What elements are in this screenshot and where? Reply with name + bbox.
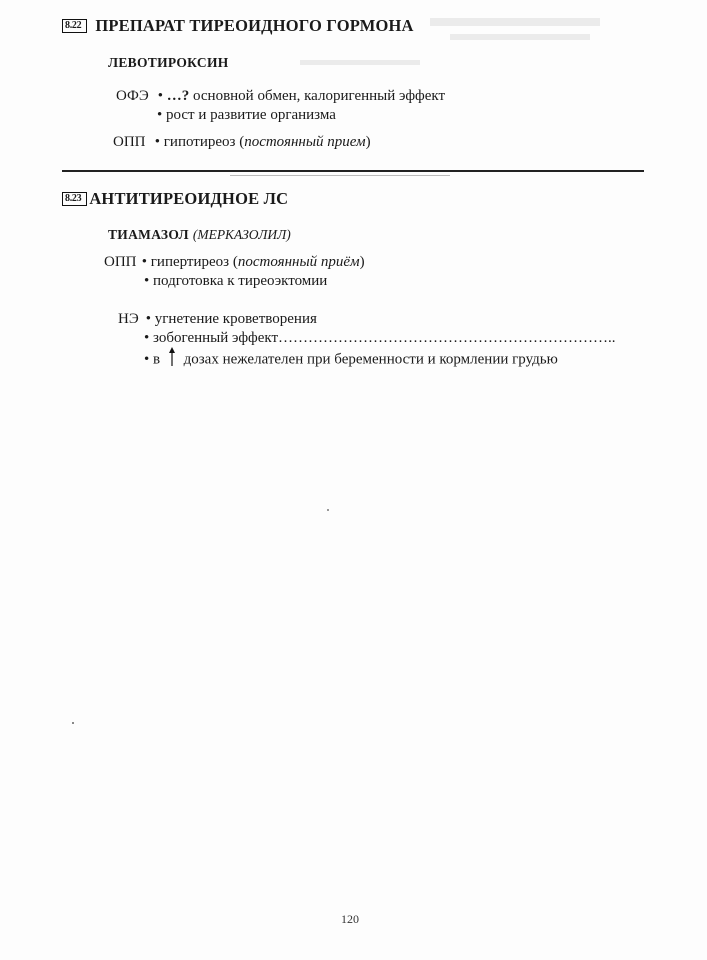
section-822-heading — [62, 16, 414, 36]
drug-name: ТИАМАЗОЛ — [108, 227, 189, 242]
bleed-through-mark — [300, 60, 420, 65]
scan-speck — [327, 509, 329, 511]
opp-item-text: гипотиреоз ( — [163, 134, 245, 150]
ne-item-3-pre: в — [153, 351, 161, 368]
ofe-item-1: основной обмен, калоригенный эффект — [193, 88, 446, 104]
ne-item-2: зобогенный эффект………………………………………………………….. — [153, 330, 616, 346]
drug-name: ЛЕВОТИРОКСИН — [108, 55, 229, 70]
opp-line-2 — [144, 272, 327, 291]
scan-speck — [72, 722, 74, 724]
page-number: 120 — [341, 912, 359, 926]
section-title: ПРЕПАРАТ ТИРЕОИДНОГО ГОРМОНА — [95, 16, 414, 35]
section-divider — [62, 170, 644, 172]
opp-item-2: подготовка к тиреоэктомии — [153, 273, 328, 289]
ne-line-3 — [144, 347, 558, 373]
drug-line — [108, 226, 291, 244]
section-title: АНТИТИРЕОИДНОЕ ЛС — [89, 189, 289, 208]
bleed-through-mark — [450, 34, 590, 40]
opp-item-italic: постоянный приём — [237, 254, 360, 270]
ofe-line-2 — [157, 106, 336, 125]
opp-item-italic: постоянный прием — [244, 134, 366, 150]
ne-label: НЭ — [118, 311, 139, 327]
bleed-through-mark — [430, 18, 600, 26]
bullet: • — [144, 273, 150, 289]
blank-placeholder: …? — [166, 88, 190, 104]
ne-line-1 — [118, 310, 317, 329]
up-arrow-icon — [168, 347, 176, 373]
section-number: 8.22 — [62, 19, 87, 33]
bullet: • — [145, 311, 152, 327]
ofe-line-1 — [116, 87, 445, 106]
ofe-label: ОФЭ — [116, 88, 149, 104]
drug-alt-name: (МЕРКАЗОЛИЛ) — [192, 227, 291, 242]
opp-line-1 — [104, 253, 365, 272]
bullet: • — [154, 134, 161, 150]
ofe-item-2: рост и развитие организма — [166, 107, 336, 123]
opp-line-1 — [113, 133, 371, 152]
opp-item-close: ) — [365, 134, 371, 150]
opp-label: ОПП — [113, 134, 146, 150]
opp-label: ОПП — [104, 254, 137, 270]
bullet: • — [157, 88, 164, 104]
ne-item-3-post: дозах нежелателен при беременности и кормлении грудью — [183, 351, 558, 368]
bullet: • — [141, 254, 148, 270]
ne-line-2 — [144, 329, 616, 348]
section-number: 8.23 — [62, 192, 87, 206]
bullet: • — [144, 330, 150, 346]
section-823-heading — [62, 189, 288, 209]
ne-item-1: угнетение кроветворения — [154, 311, 317, 327]
opp-item-close: ) — [359, 254, 365, 270]
section-divider-thin — [230, 175, 450, 176]
opp-item-text: гипертиреоз ( — [150, 254, 238, 270]
bullet: • — [144, 351, 150, 368]
bullet: • — [157, 107, 163, 123]
